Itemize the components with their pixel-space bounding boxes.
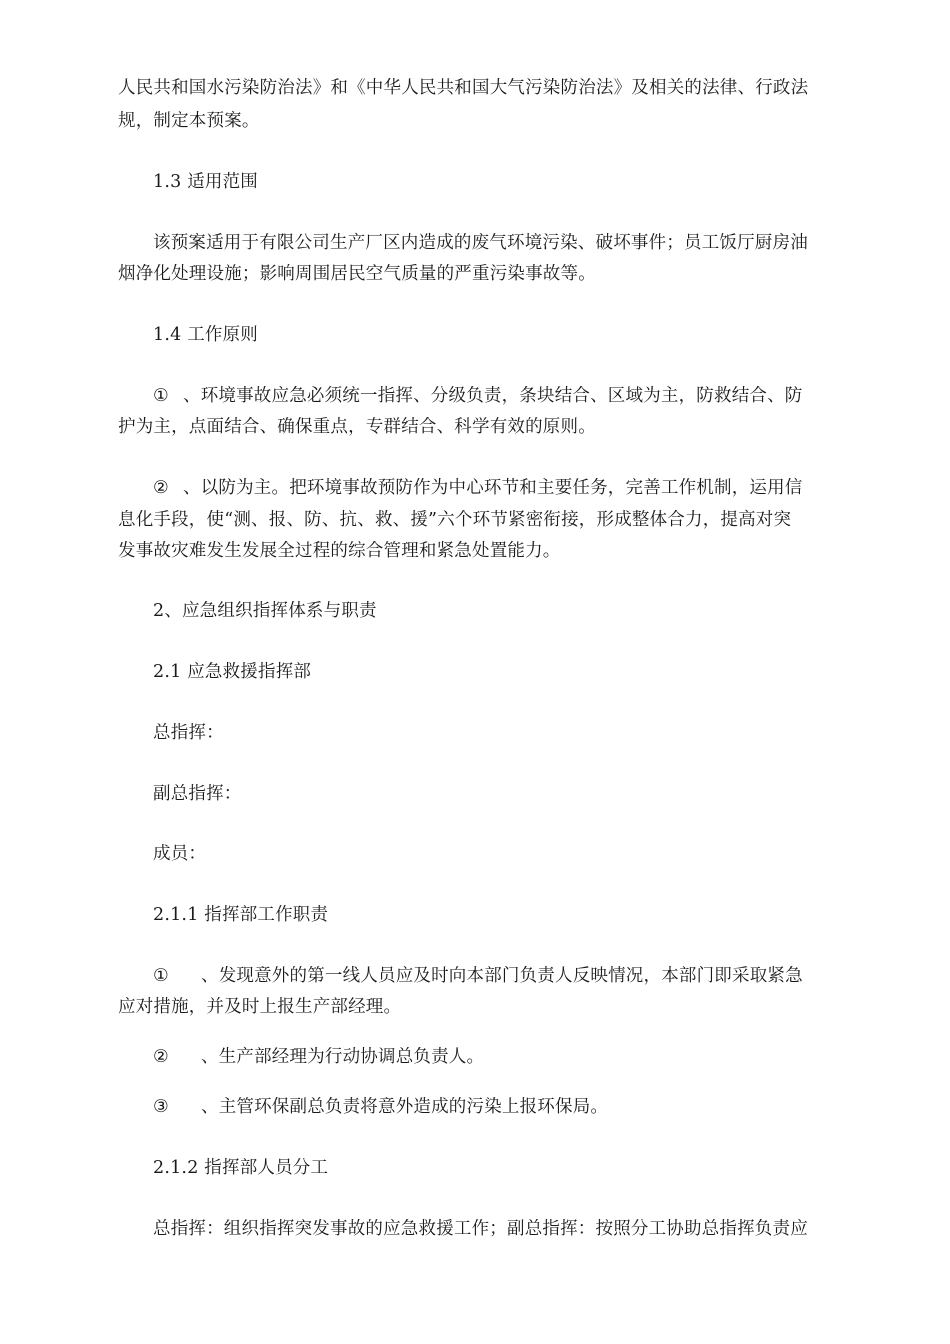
duty-item-1-line-1 xyxy=(153,965,867,987)
item-number: ① xyxy=(153,966,169,986)
intro-line-2: 规，制定本预案。 xyxy=(118,111,260,131)
duty-item-3 xyxy=(153,1096,867,1118)
principle-item-1-line-1 xyxy=(153,385,867,407)
commander-label: 总指挥： xyxy=(153,723,224,743)
section-1-4-heading: 1.4 工作原则 xyxy=(153,325,258,345)
principle-item-2-line-1 xyxy=(153,477,867,499)
item-number: ③ xyxy=(153,1097,169,1117)
duty-item-2 xyxy=(153,1046,867,1068)
principle-item-2-line-2: 息化手段，使“测、报、防、抗、救、援”六个环节紧密衔接，形成整体合力，提高对突 xyxy=(118,510,792,530)
deputy-commander-label: 副总指挥： xyxy=(153,784,242,804)
item-text: 、环境事故应急必须统一指挥、分级负责，条块结合、区域为主，防救结合、防 xyxy=(183,386,803,406)
duty-item-1-line-2: 应对措施，并及时上报生产部经理。 xyxy=(118,997,402,1017)
item-text: 、主管环保副总负责将意外造成的污染上报环保局。 xyxy=(201,1097,609,1117)
item-number: ② xyxy=(153,478,169,498)
item-text: 、生产部经理为行动协调总负责人。 xyxy=(201,1047,485,1067)
item-text: 、以防为主。把环境事故预防作为中心环节和主要任务，完善工作机制，运用信 xyxy=(183,478,803,498)
principle-item-1-line-2: 护为主，点面结合、确保重点，专群结合、科学有效的原则。 xyxy=(118,417,596,437)
section-2-1-1-heading: 2.1.1 指挥部工作职责 xyxy=(153,905,329,925)
section-1-3-paragraph-line-1: 该预案适用于有限公司生产厂区内造成的废气环境污染、破坏事件；员工饭厅厨房油 xyxy=(153,233,808,253)
section-1-3-heading: 1.3 适用范围 xyxy=(153,172,258,192)
principle-item-2-line-3: 发事故灾难发生发展全过程的综合管理和紧急处置能力。 xyxy=(118,541,561,561)
section-1-3-paragraph-line-2: 烟净化处理设施；影响周围居民空气质量的严重污染事故等。 xyxy=(118,264,596,284)
section-2-heading: 2、应急组织指挥体系与职责 xyxy=(153,601,377,621)
section-2-1-heading: 2.1 应急救援指挥部 xyxy=(153,662,312,682)
item-number: ② xyxy=(153,1047,169,1067)
intro-line-1: 人民共和国水污染防治法》和《中华人民共和国大气污染防治法》及相关的法律、行政法 xyxy=(118,78,809,98)
members-label: 成员： xyxy=(153,844,207,864)
section-2-1-2-paragraph-line-1: 总指挥：组织指挥突发事故的应急救援工作；副总指挥：按照分工协助总指挥负责应 xyxy=(153,1219,808,1239)
item-number: ① xyxy=(153,386,169,406)
item-text: 、发现意外的第一线人员应及时向本部门负责人反映情况，本部门即采取紧急 xyxy=(201,966,803,986)
section-2-1-2-heading: 2.1.2 指挥部人员分工 xyxy=(153,1158,329,1178)
